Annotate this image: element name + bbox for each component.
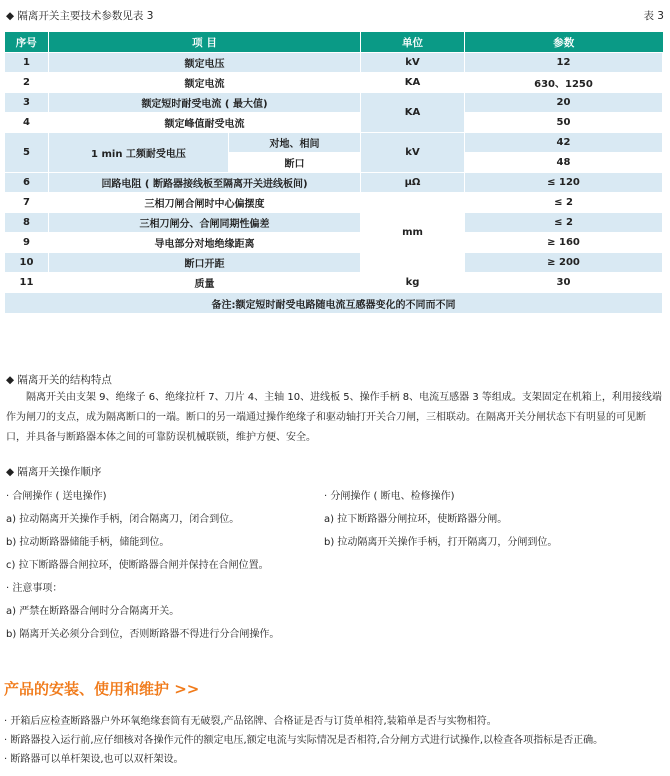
cell-no: 3 (5, 93, 49, 113)
note-b: b) 隔离开关必须分合到位，否则断路器不得进行分合闸操作。 (6, 629, 280, 640)
cell-subitem: 断口 (229, 153, 361, 173)
cell-value: ≤ 120 (465, 173, 663, 193)
cell-item: 三相刀闸分、合闸同期性偏差 (49, 213, 361, 233)
cell-item: 回路电阻 ( 断路器接线板至隔离开关进线板间) (49, 173, 361, 193)
col-header-unit: 单位 (361, 32, 465, 53)
cell-unit: KA (361, 93, 465, 133)
structure-heading: ◆ 隔离开关的结构特点 (6, 374, 112, 386)
cell-value: ≤ 2 (465, 213, 663, 233)
cell-unit: mm (361, 193, 465, 273)
open-step-a: a) 拉下断路器分闸拉环，使断路器分闸。 (324, 514, 508, 525)
cell-unit: kg (361, 273, 465, 293)
operation-heading: ◆ 隔离开关操作顺序 (6, 466, 102, 478)
cell-item: 额定电压 (49, 53, 361, 73)
col-header-no: 序号 (5, 32, 49, 53)
cell-item: 断口开距 (49, 253, 361, 273)
cell-value: ≤ 2 (465, 193, 663, 213)
cell-item: 额定峰值耐受电流 (49, 113, 361, 133)
close-step-a: a) 拉动隔离开关操作手柄，闭合隔离刀，闭合到位。 (6, 514, 240, 525)
spec-table (4, 32, 663, 314)
cell-item: 额定电流 (49, 73, 361, 93)
cell-value: ≥ 200 (465, 253, 663, 273)
table-row (5, 193, 663, 213)
table-row (5, 73, 663, 93)
table-caption-row (6, 8, 664, 22)
cell-no: 7 (5, 193, 49, 213)
cell-value: ≥ 160 (465, 233, 663, 253)
close-step-b: b) 拉动断路器储能手柄，储能到位。 (6, 537, 170, 548)
cell-no: 4 (5, 113, 49, 133)
table-row (5, 273, 663, 293)
table-note-row (5, 293, 663, 314)
cell-value: 48 (465, 153, 663, 173)
note-a: a) 严禁在断路器合闸时分合隔离开关。 (6, 606, 180, 617)
close-operation-title: · 合闸操作 ( 送电操作) (6, 491, 107, 502)
table-row (5, 133, 663, 153)
table-header-row (5, 32, 663, 53)
cell-no: 11 (5, 273, 49, 293)
open-step-b: b) 拉动隔离开关操作手柄，打开隔离刀，分闸到位。 (324, 537, 558, 548)
col-header-item: 项 目 (49, 32, 361, 53)
open-operation-title: · 分闸操作 ( 断电、检修操作) (324, 491, 455, 502)
install-heading: 产品的安装、使用和维护 >> (4, 680, 200, 698)
cell-value: 30 (465, 273, 663, 293)
table-number: 表 3 (643, 10, 664, 22)
table-row (5, 173, 663, 193)
table-note: 备注:额定短时耐受电路随电流互感器变化的不同而不同 (5, 293, 663, 314)
cell-value: 42 (465, 133, 663, 153)
cell-value: 50 (465, 113, 663, 133)
cell-no: 9 (5, 233, 49, 253)
cell-value: 20 (465, 93, 663, 113)
cell-no: 8 (5, 213, 49, 233)
cell-no: 1 (5, 53, 49, 73)
cell-value: 12 (465, 53, 663, 73)
table-row (5, 113, 663, 133)
cell-no: 2 (5, 73, 49, 93)
cell-item: 导电部分对地绝缘距离 (49, 233, 361, 253)
cell-item: 三相刀闸合闸时中心偏摆度 (49, 193, 361, 213)
install-item: · 断路器投入运行前,应仔细核对各操作元件的额定电压,额定电流与实际情况是否相符,合分闸方式进行试操作,以检查各项指标是否正确。 (4, 735, 604, 746)
cell-unit: KA (361, 73, 465, 93)
install-item: · 开箱后应检查断路器户外环氧绝缘套筒有无破裂,产品铭牌、合格证是否与订货单相符,装箱单是否与实物相符。 (4, 716, 497, 727)
cell-item: 质量 (49, 273, 361, 293)
cell-subitem: 对地、相间 (229, 133, 361, 153)
table-row (5, 93, 663, 113)
cell-item: 1 min 工频耐受电压 (49, 133, 229, 173)
cell-no: 6 (5, 173, 49, 193)
table-row (5, 53, 663, 73)
cell-unit: kV (361, 133, 465, 173)
table-caption: ◆ 隔离开关主要技术参数见表 3 (6, 10, 154, 22)
cell-value: 630、1250 (465, 73, 663, 93)
table-row (5, 233, 663, 253)
install-item: · 断路器可以单杆架设,也可以双杆架设。 (4, 754, 184, 765)
col-header-value: 参数 (465, 32, 663, 53)
cell-no: 5 (5, 133, 49, 173)
cell-no: 10 (5, 253, 49, 273)
table-row (5, 253, 663, 273)
structure-body: 隔离开关由支架 9、绝缘子 6、绝缘拉杆 7、刀片 4、主轴 10、进线板 5、操作手柄 8、电流互感器 3 等组成。支架固定在机箱上，利用接线端作为闸刀的支点，成为隔离断口的一端。断口的另一端通过操作绝缘子和驱动轴打开关合刀闸，三相联动。在隔离开关分闸状态下有明显的可见断口，并具备与断路器本体之间的可靠防误机械联锁，维护方便、安全。 (6, 392, 662, 443)
table-row (5, 213, 663, 233)
notes-title: · 注意事项： (6, 583, 63, 594)
close-step-c: c) 拉下断路器合闸拉环，使断路器合闸并保持在合闸位置。 (6, 560, 269, 571)
cell-item: 额定短时耐受电流 ( 最大值) (49, 93, 361, 113)
cell-unit: μΩ (361, 173, 465, 193)
cell-unit: kV (361, 53, 465, 73)
